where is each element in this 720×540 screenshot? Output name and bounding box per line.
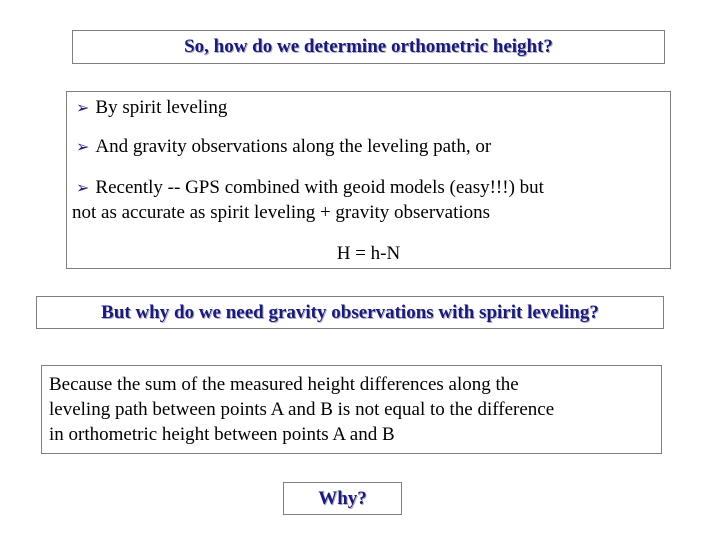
why-text: Why? [318,488,367,509]
answer-box [41,365,662,454]
bullet-text: Recently -- GPS combined with geoid models (easy!!!) but [95,177,544,198]
question-box [36,296,664,329]
title-box [72,30,665,64]
bullet-text: By spirit leveling [95,97,228,118]
bullet-spirit-leveling [76,97,227,119]
arrow-bullet-icon: ➢ [76,137,90,156]
answer-line: leveling path between points A and B is not equal to the difference [49,399,555,420]
answer-text [49,372,655,447]
arrow-bullet-icon: ➢ [76,178,90,197]
bullet-gps-geoid [76,177,544,199]
answer-line: Because the sum of the measured height differences along the [49,374,519,395]
bullets-box [66,91,671,269]
answer-line: in orthometric height between points A and B [49,424,395,445]
question-text: But why do we need gravity observations with spirit leveling? [101,302,599,323]
bullet-text: And gravity observations along the leveling path, or [95,136,492,157]
arrow-bullet-icon: ➢ [76,98,90,117]
bullet-gps-geoid-continued: not as accurate as spirit leveling + gravity observations [72,202,491,223]
slide-title: So, how do we determine orthometric height? [184,36,553,57]
why-box [283,482,402,515]
bullet-gravity-observations [76,136,491,158]
height-formula: H = h-N [336,243,401,264]
